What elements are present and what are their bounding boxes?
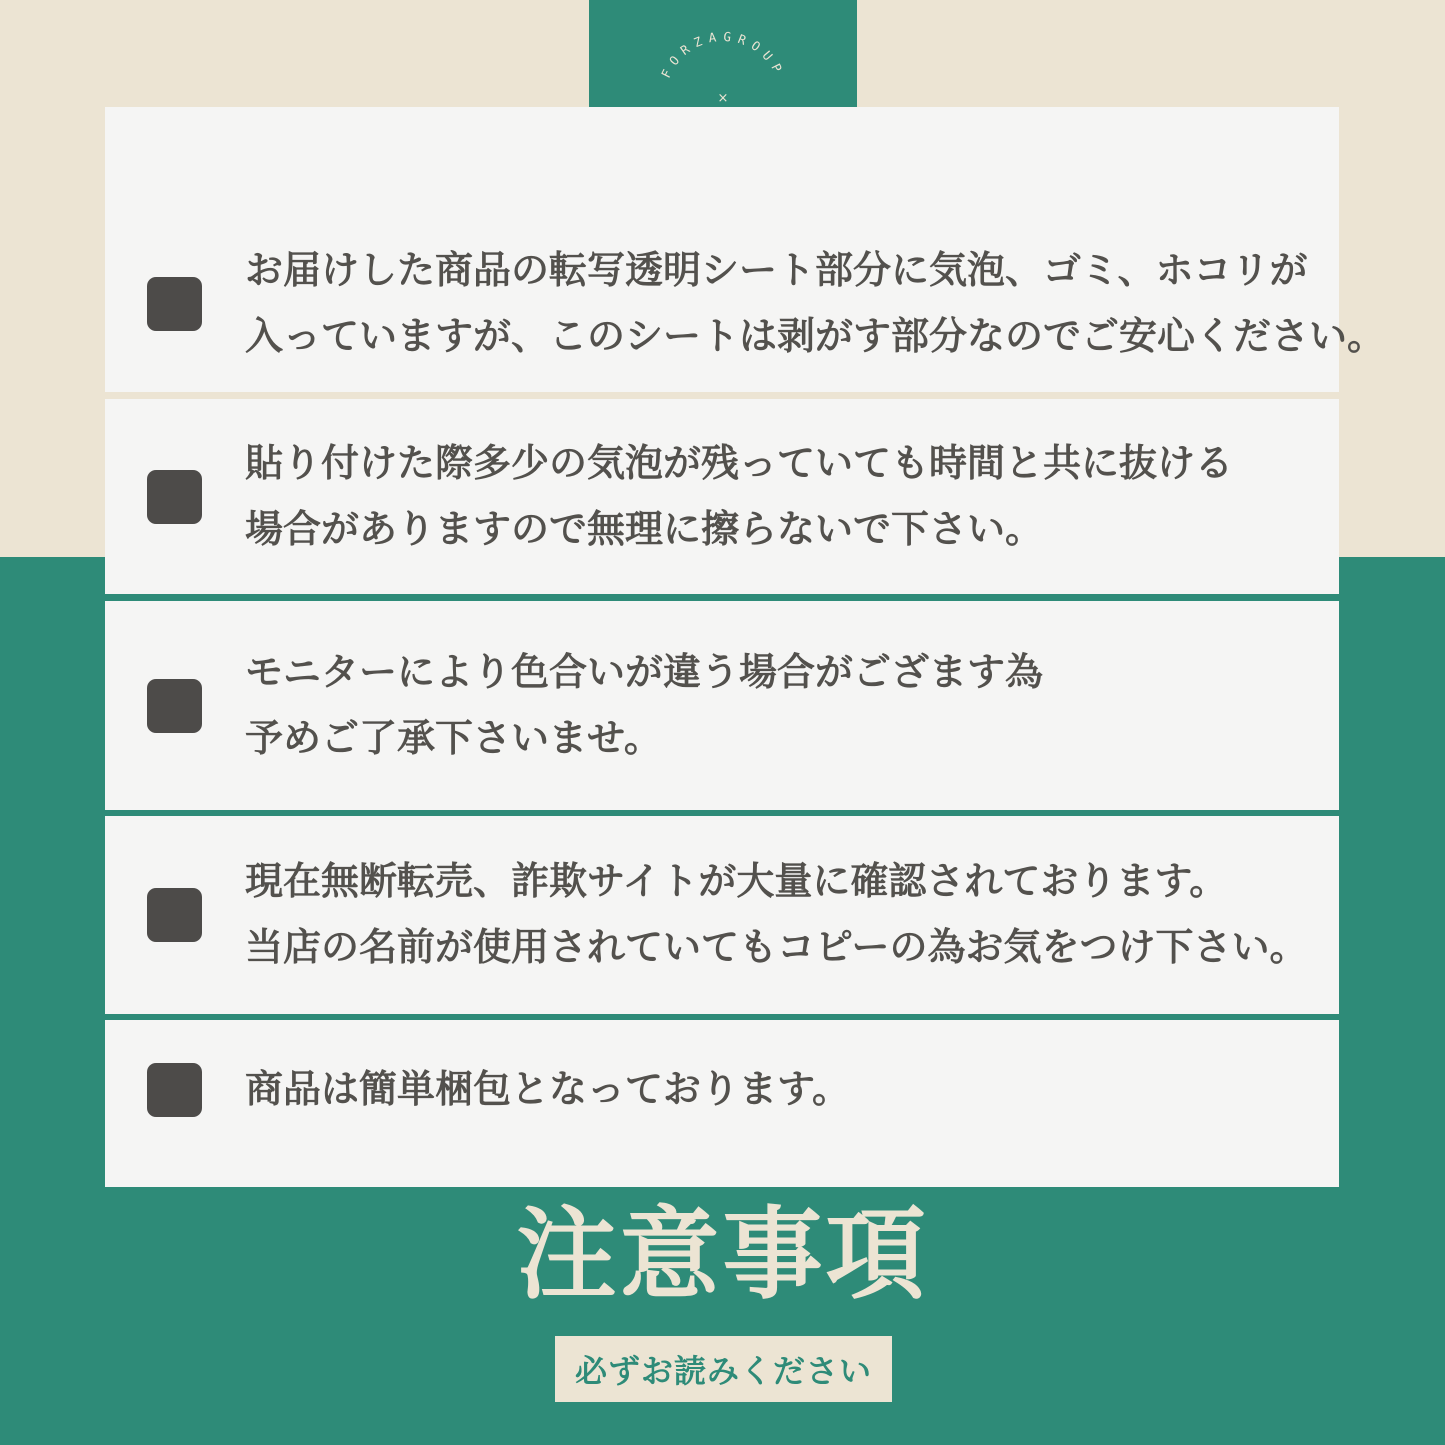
- checkbox-bullet-icon: [147, 470, 202, 524]
- checkbox-bullet-icon: [147, 679, 202, 733]
- must-read-label-text: 必ずお読みください: [574, 1353, 872, 1389]
- brand-ring-top-text: FORZAGROUP: [658, 28, 788, 81]
- notice-text: [245, 849, 1307, 981]
- svg-text:FORZAGROUP: [658, 29, 788, 81]
- page-title: 注意事項: [516, 1199, 929, 1311]
- notice-card-5: [105, 1020, 1339, 1187]
- notice-text: [245, 238, 1385, 370]
- notice-line: 予めご了承下さいませ。: [245, 717, 662, 760]
- notice-line: 入っていますが、このシートは剥がす部分なのでご安心ください。: [245, 315, 1386, 358]
- notice-line: 貼り付けた際多少の気泡が残っていても時間と共に抜ける: [245, 442, 1234, 485]
- notice-text: [245, 431, 1233, 563]
- notice-card-4: [105, 816, 1339, 1014]
- notice-card-3: [105, 601, 1339, 810]
- notice-text: [245, 1057, 850, 1123]
- notice-line: 場合がありますので無理に擦らないで下さい。: [245, 508, 1044, 551]
- notice-text: [245, 640, 1043, 772]
- notice-card-1: [105, 107, 1386, 392]
- brand-x-mark-icon: ×: [717, 91, 729, 106]
- notice-card-2: [105, 399, 1339, 594]
- checkbox-bullet-icon: [147, 888, 202, 942]
- checkbox-bullet-icon: [147, 1063, 202, 1117]
- notice-line: 当店の名前が使用されていてもコピーの為お気をつけ下さい。: [245, 927, 1308, 969]
- notice-line: モニターにより色合いが違う場合がござます為: [245, 651, 1044, 694]
- notice-line: 現在無断転売、詐欺サイトが大量に確認されております。: [245, 861, 1228, 903]
- checkbox-bullet-icon: [147, 277, 202, 331]
- must-read-label: [555, 1336, 892, 1402]
- notice-line: お届けした商品の転写透明シート部分に気泡、ゴミ、ホコリが: [245, 249, 1308, 292]
- notice-line: 商品は簡単梱包となっております。: [245, 1068, 850, 1111]
